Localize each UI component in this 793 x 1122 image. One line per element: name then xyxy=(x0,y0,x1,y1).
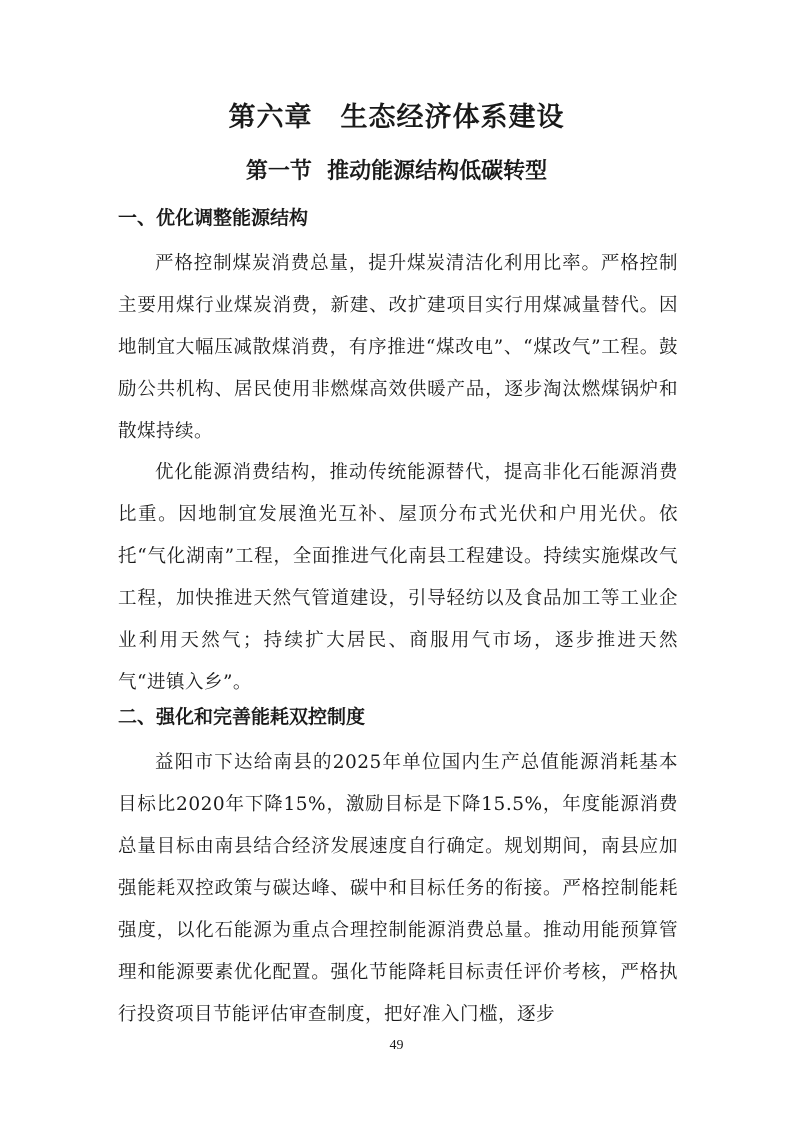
page-number: 49 xyxy=(389,1038,404,1053)
heading-1: 一、优化调整能源结构 xyxy=(118,207,309,229)
section-title: 第一节 推动能源结构低碳转型 xyxy=(245,159,548,184)
paragraph-3: 益阳市下达给南县的2025年单位国内生产总值能源消耗基本目标比2020年下降15%，激励目标是下降15.5%，年度能源消费总量目标由南县结合经济发展速度自行确定。规划期间，南县应加强能耗双控政策与碳达峰、碳中和目标任务的衔接。严格控制能耗强度，以化石能源为重点合理控制能源消费总量。推动用能预算管理和能源要素优化配置。强化节能降耗目标责任评价考核，严格执行投资项目节能评估审查制度，把好准入门槛，逐步 xyxy=(118,752,678,1025)
heading-2: 二、强化和完善能耗双控制度 xyxy=(118,706,366,728)
paragraph-1: 严格控制煤炭消费总量，提升煤炭清洁化利用比率。严格控制主要用煤行业煤炭消费，新建、改扩建项目实行用煤减量替代。因地制宜大幅压减散煤消费，有序推进“煤改电”、“煤改气”工程。鼓励公共机构、居民使用非燃煤高效供暖产品，逐步淘汰燃煤锅炉和散煤持续。 xyxy=(118,253,678,442)
paragraph-2: 优化能源消费结构，推动传统能源替代，提高非化石能源消费比重。因地制宜发展渔光互补、屋顶分布式光伏和户用光伏。依托“气化湖南”工程，全面推进气化南县工程建设。持续实施煤改气工程，加快推进天然气管道建设，引导轻纺以及食品加工等工业企业利用天然气；持续扩大居民、商服用气市场，逐步推进天然气“进镇入乡”。 xyxy=(118,462,678,693)
chapter-title: 第六章 生态经济体系建设 xyxy=(228,102,565,133)
